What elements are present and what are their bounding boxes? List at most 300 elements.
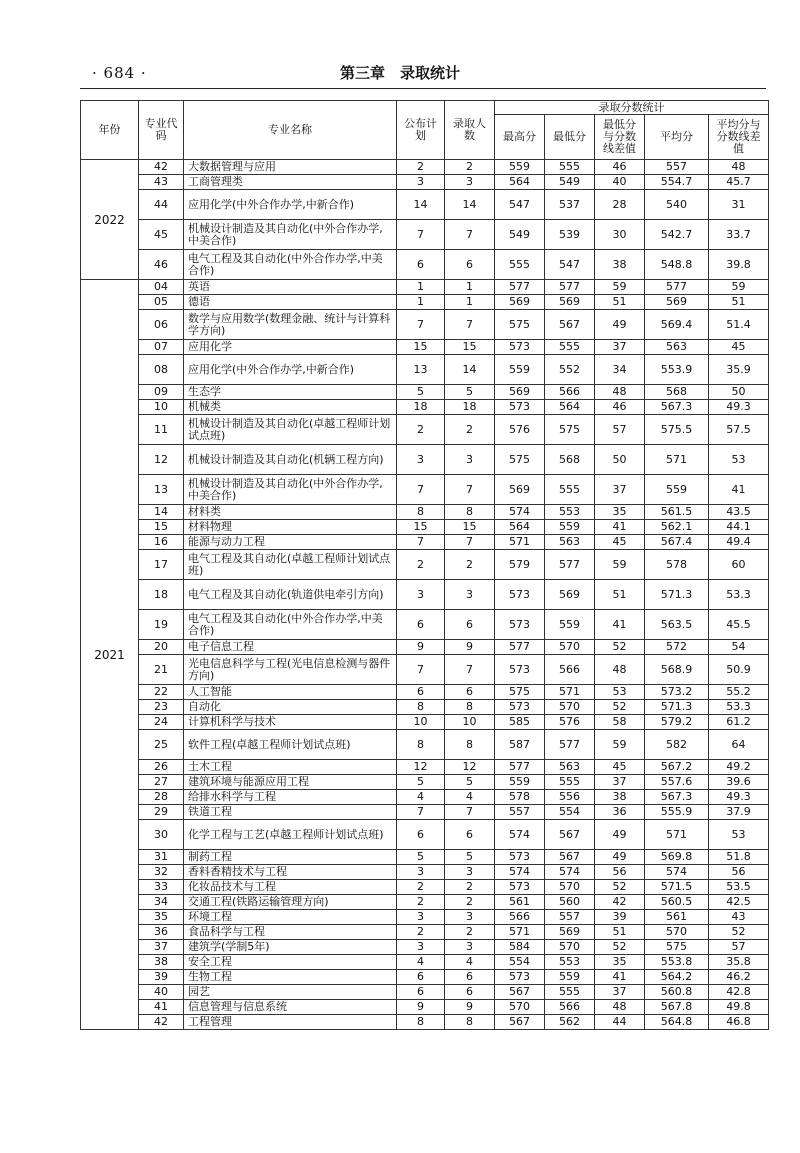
cell-min: 567 [545, 820, 595, 850]
cell-name: 香料香精技术与工程 [184, 865, 397, 880]
cell-admitted: 5 [445, 775, 495, 790]
cell-min: 559 [545, 970, 595, 985]
cell-plan: 8 [397, 730, 445, 760]
cell-avg: 554.7 [645, 175, 709, 190]
cell-min-diff: 56 [595, 865, 645, 880]
cell-max: 576 [495, 415, 545, 445]
table-row [81, 550, 769, 580]
cell-name: 人工智能 [184, 685, 397, 700]
cell-avg-diff: 53.5 [709, 880, 769, 895]
table-row [81, 310, 769, 340]
cell-name: 材料物理 [184, 520, 397, 535]
cell-name: 建筑环境与能源应用工程 [184, 775, 397, 790]
cell-max: 585 [495, 715, 545, 730]
table-row [81, 355, 769, 385]
cell-avg: 557 [645, 160, 709, 175]
cell-name: 软件工程(卓越工程师计划试点班) [184, 730, 397, 760]
cell-plan: 2 [397, 895, 445, 910]
cell-max: 557 [495, 805, 545, 820]
cell-avg: 567.8 [645, 1000, 709, 1015]
cell-avg-diff: 35.8 [709, 955, 769, 970]
cell-max: 577 [495, 280, 545, 295]
cell-max: 571 [495, 535, 545, 550]
cell-name: 食品科学与工程 [184, 925, 397, 940]
cell-min-diff: 35 [595, 505, 645, 520]
cell-min: 555 [545, 775, 595, 790]
table-row [81, 730, 769, 760]
cell-admitted: 6 [445, 820, 495, 850]
cell-max: 573 [495, 400, 545, 415]
cell-max: 577 [495, 640, 545, 655]
table-row [81, 580, 769, 610]
cell-code: 22 [139, 685, 184, 700]
cell-min: 568 [545, 445, 595, 475]
cell-avg: 578 [645, 550, 709, 580]
cell-max: 561 [495, 895, 545, 910]
cell-min: 553 [545, 955, 595, 970]
cell-avg: 561 [645, 910, 709, 925]
cell-avg-diff: 60 [709, 550, 769, 580]
cell-code: 28 [139, 790, 184, 805]
cell-max: 578 [495, 790, 545, 805]
table-row [81, 640, 769, 655]
cell-code: 24 [139, 715, 184, 730]
cell-max: 569 [495, 475, 545, 505]
table-row [81, 775, 769, 790]
cell-min: 577 [545, 280, 595, 295]
table-row [81, 895, 769, 910]
cell-avg: 572 [645, 640, 709, 655]
cell-plan: 4 [397, 955, 445, 970]
cell-plan: 15 [397, 340, 445, 355]
cell-name: 建筑学(学制5年) [184, 940, 397, 955]
cell-plan: 9 [397, 1000, 445, 1015]
cell-max: 559 [495, 355, 545, 385]
cell-avg-diff: 31 [709, 190, 769, 220]
cell-avg: 570 [645, 925, 709, 940]
cell-name: 应用化学(中外合作办学,中新合作) [184, 190, 397, 220]
cell-min-diff: 37 [595, 340, 645, 355]
cell-min: 539 [545, 220, 595, 250]
cell-admitted: 3 [445, 865, 495, 880]
table-row [81, 415, 769, 445]
table-row [81, 190, 769, 220]
cell-max: 579 [495, 550, 545, 580]
table-row [81, 610, 769, 640]
cell-min: 564 [545, 400, 595, 415]
cell-code: 39 [139, 970, 184, 985]
cell-min: 569 [545, 295, 595, 310]
cell-code: 07 [139, 340, 184, 355]
cell-plan: 2 [397, 415, 445, 445]
cell-avg-diff: 42.8 [709, 985, 769, 1000]
cell-avg-diff: 33.7 [709, 220, 769, 250]
cell-min-diff: 46 [595, 160, 645, 175]
cell-admitted: 5 [445, 850, 495, 865]
cell-plan: 7 [397, 220, 445, 250]
table-row [81, 865, 769, 880]
chapter-title: 第三章 录取统计 [339, 64, 460, 82]
cell-max: 573 [495, 700, 545, 715]
cell-plan: 7 [397, 805, 445, 820]
cell-plan: 7 [397, 475, 445, 505]
table-row [81, 340, 769, 355]
cell-max: 564 [495, 175, 545, 190]
cell-admitted: 14 [445, 355, 495, 385]
cell-min: 566 [545, 385, 595, 400]
cell-plan: 9 [397, 640, 445, 655]
cell-avg-diff: 46.8 [709, 1015, 769, 1030]
cell-avg-diff: 45.7 [709, 175, 769, 190]
cell-name: 电气工程及其自动化(中外合作办学,中美合作) [184, 250, 397, 280]
header-year: 年份 [81, 101, 139, 160]
cell-code: 34 [139, 895, 184, 910]
cell-code: 32 [139, 865, 184, 880]
cell-avg-diff: 56 [709, 865, 769, 880]
cell-min-diff: 53 [595, 685, 645, 700]
cell-code: 23 [139, 700, 184, 715]
cell-max: 566 [495, 910, 545, 925]
cell-avg: 559 [645, 475, 709, 505]
cell-max: 573 [495, 340, 545, 355]
cell-min: 547 [545, 250, 595, 280]
cell-min-diff: 42 [595, 895, 645, 910]
cell-plan: 1 [397, 280, 445, 295]
cell-code: 40 [139, 985, 184, 1000]
admission-score-table [80, 100, 769, 1030]
cell-min: 537 [545, 190, 595, 220]
cell-avg-diff: 49.4 [709, 535, 769, 550]
cell-admitted: 15 [445, 520, 495, 535]
cell-name: 交通工程(铁路运输管理方向) [184, 895, 397, 910]
cell-avg-diff: 50 [709, 385, 769, 400]
cell-admitted: 3 [445, 445, 495, 475]
cell-min: 562 [545, 1015, 595, 1030]
cell-name: 给排水科学与工程 [184, 790, 397, 805]
cell-admitted: 3 [445, 940, 495, 955]
cell-name: 电子信息工程 [184, 640, 397, 655]
cell-min: 577 [545, 550, 595, 580]
cell-code: 44 [139, 190, 184, 220]
header-avg-diff: 平均分与分数线差值 [709, 115, 769, 160]
cell-code: 25 [139, 730, 184, 760]
cell-code: 41 [139, 1000, 184, 1015]
cell-name: 材料类 [184, 505, 397, 520]
cell-avg: 563 [645, 340, 709, 355]
cell-max: 555 [495, 250, 545, 280]
cell-code: 21 [139, 655, 184, 685]
cell-admitted: 7 [445, 220, 495, 250]
cell-min-diff: 37 [595, 475, 645, 505]
table-row [81, 175, 769, 190]
cell-name: 化学工程与工艺(卓越工程师计划试点班) [184, 820, 397, 850]
table-row [81, 940, 769, 955]
cell-code: 12 [139, 445, 184, 475]
cell-plan: 6 [397, 820, 445, 850]
cell-min-diff: 30 [595, 220, 645, 250]
cell-avg: 579.2 [645, 715, 709, 730]
cell-plan: 13 [397, 355, 445, 385]
cell-avg: 567.2 [645, 760, 709, 775]
cell-min: 559 [545, 520, 595, 535]
table-row [81, 790, 769, 805]
cell-code: 18 [139, 580, 184, 610]
cell-avg-diff: 51 [709, 295, 769, 310]
cell-admitted: 6 [445, 685, 495, 700]
cell-min: 570 [545, 640, 595, 655]
cell-name: 机械设计制造及其自动化(中外合作办学,中美合作) [184, 475, 397, 505]
cell-name: 机械设计制造及其自动化(中外合作办学,中美合作) [184, 220, 397, 250]
cell-min-diff: 35 [595, 955, 645, 970]
cell-min-diff: 52 [595, 880, 645, 895]
cell-name: 机械类 [184, 400, 397, 415]
cell-name: 德语 [184, 295, 397, 310]
cell-code: 14 [139, 505, 184, 520]
cell-code: 06 [139, 310, 184, 340]
cell-name: 生态学 [184, 385, 397, 400]
cell-code: 31 [139, 850, 184, 865]
cell-avg-diff: 53.3 [709, 580, 769, 610]
cell-max: 574 [495, 820, 545, 850]
cell-max: 567 [495, 985, 545, 1000]
cell-max: 584 [495, 940, 545, 955]
cell-code: 30 [139, 820, 184, 850]
cell-max: 547 [495, 190, 545, 220]
cell-min: 575 [545, 415, 595, 445]
cell-code: 33 [139, 880, 184, 895]
cell-min-diff: 52 [595, 940, 645, 955]
cell-name: 电气工程及其自动化(轨道供电牵引方向) [184, 580, 397, 610]
table-row [81, 1015, 769, 1030]
cell-max: 573 [495, 970, 545, 985]
cell-code: 04 [139, 280, 184, 295]
cell-max: 573 [495, 880, 545, 895]
cell-min-diff: 48 [595, 1000, 645, 1015]
table-row [81, 760, 769, 775]
cell-admitted: 3 [445, 175, 495, 190]
cell-avg: 571 [645, 445, 709, 475]
cell-plan: 8 [397, 1015, 445, 1030]
cell-avg-diff: 41 [709, 475, 769, 505]
cell-avg-diff: 57.5 [709, 415, 769, 445]
cell-avg-diff: 43.5 [709, 505, 769, 520]
table-row [81, 535, 769, 550]
cell-avg: 562.1 [645, 520, 709, 535]
cell-min: 549 [545, 175, 595, 190]
cell-max: 559 [495, 775, 545, 790]
table-row [81, 385, 769, 400]
cell-name: 制药工程 [184, 850, 397, 865]
cell-min-diff: 45 [595, 535, 645, 550]
cell-name: 工商管理类 [184, 175, 397, 190]
cell-avg: 575 [645, 940, 709, 955]
header-admitted: 录取人数 [445, 101, 495, 160]
cell-code: 08 [139, 355, 184, 385]
cell-avg-diff: 37.9 [709, 805, 769, 820]
cell-code: 37 [139, 940, 184, 955]
cell-name: 化妆品技术与工程 [184, 880, 397, 895]
cell-plan: 3 [397, 580, 445, 610]
cell-min-diff: 52 [595, 700, 645, 715]
cell-plan: 3 [397, 910, 445, 925]
cell-code: 36 [139, 925, 184, 940]
header-score-group: 录取分数统计 [495, 101, 769, 115]
cell-plan: 5 [397, 775, 445, 790]
cell-avg-diff: 49.2 [709, 760, 769, 775]
table-row [81, 655, 769, 685]
cell-code: 19 [139, 610, 184, 640]
cell-admitted: 5 [445, 385, 495, 400]
cell-avg-diff: 50.9 [709, 655, 769, 685]
cell-admitted: 10 [445, 715, 495, 730]
page-number: · 684 · [92, 64, 147, 82]
cell-name: 工程管理 [184, 1015, 397, 1030]
cell-max: 587 [495, 730, 545, 760]
cell-avg: 560.5 [645, 895, 709, 910]
cell-avg: 553.8 [645, 955, 709, 970]
cell-admitted: 8 [445, 700, 495, 715]
header-code: 专业代码 [139, 101, 184, 160]
table-row [81, 250, 769, 280]
cell-admitted: 18 [445, 400, 495, 415]
cell-min: 567 [545, 850, 595, 865]
cell-min-diff: 37 [595, 775, 645, 790]
cell-min: 563 [545, 760, 595, 775]
cell-plan: 3 [397, 940, 445, 955]
table-row [81, 160, 769, 175]
cell-avg-diff: 39.8 [709, 250, 769, 280]
cell-avg-diff: 49.8 [709, 1000, 769, 1015]
cell-code: 17 [139, 550, 184, 580]
cell-avg: 568 [645, 385, 709, 400]
cell-name: 环境工程 [184, 910, 397, 925]
header-min-diff: 最低分与分数线差值 [595, 115, 645, 160]
cell-code: 43 [139, 175, 184, 190]
cell-plan: 8 [397, 700, 445, 715]
table-row [81, 820, 769, 850]
table-row [81, 400, 769, 415]
cell-min-diff: 39 [595, 910, 645, 925]
cell-admitted: 3 [445, 910, 495, 925]
table-row [81, 880, 769, 895]
cell-admitted: 15 [445, 340, 495, 355]
table-row [81, 280, 769, 295]
cell-min-diff: 45 [595, 760, 645, 775]
cell-avg: 540 [645, 190, 709, 220]
cell-max: 575 [495, 310, 545, 340]
cell-avg: 571 [645, 820, 709, 850]
cell-admitted: 7 [445, 655, 495, 685]
cell-code: 20 [139, 640, 184, 655]
cell-min: 556 [545, 790, 595, 805]
cell-avg: 561.5 [645, 505, 709, 520]
cell-admitted: 8 [445, 505, 495, 520]
cell-plan: 6 [397, 250, 445, 280]
cell-name: 应用化学 [184, 340, 397, 355]
cell-max: 549 [495, 220, 545, 250]
cell-min: 576 [545, 715, 595, 730]
cell-min-diff: 52 [595, 640, 645, 655]
cell-name: 计算机科学与技术 [184, 715, 397, 730]
cell-min: 553 [545, 505, 595, 520]
table-row [81, 985, 769, 1000]
cell-plan: 3 [397, 865, 445, 880]
cell-code: 46 [139, 250, 184, 280]
cell-plan: 2 [397, 880, 445, 895]
table-row [81, 805, 769, 820]
cell-admitted: 2 [445, 925, 495, 940]
cell-name: 机械设计制造及其自动化(机辆工程方向) [184, 445, 397, 475]
cell-plan: 2 [397, 160, 445, 175]
cell-max: 554 [495, 955, 545, 970]
cell-min-diff: 37 [595, 985, 645, 1000]
cell-avg-diff: 53.3 [709, 700, 769, 715]
table-row [81, 700, 769, 715]
cell-code: 09 [139, 385, 184, 400]
cell-min: 566 [545, 1000, 595, 1015]
cell-avg: 564.8 [645, 1015, 709, 1030]
year-cell: 2022 [81, 160, 139, 280]
header-min-score: 最低分 [545, 115, 595, 160]
cell-avg-diff: 43 [709, 910, 769, 925]
cell-min: 571 [545, 685, 595, 700]
cell-admitted: 2 [445, 415, 495, 445]
cell-name: 应用化学(中外合作办学,中新合作) [184, 355, 397, 385]
cell-avg-diff: 52 [709, 925, 769, 940]
cell-code: 45 [139, 220, 184, 250]
cell-admitted: 1 [445, 295, 495, 310]
cell-min-diff: 58 [595, 715, 645, 730]
cell-avg: 563.5 [645, 610, 709, 640]
cell-name: 安全工程 [184, 955, 397, 970]
cell-avg: 575.5 [645, 415, 709, 445]
cell-avg: 557.6 [645, 775, 709, 790]
cell-avg-diff: 49.3 [709, 790, 769, 805]
table-row [81, 1000, 769, 1015]
cell-name: 电气工程及其自动化(中外合作办学,中美合作) [184, 610, 397, 640]
cell-name: 英语 [184, 280, 397, 295]
year-cell: 2021 [81, 280, 139, 1030]
table-row [81, 505, 769, 520]
cell-min-diff: 51 [595, 580, 645, 610]
cell-plan: 7 [397, 535, 445, 550]
cell-admitted: 8 [445, 1015, 495, 1030]
cell-avg-diff: 39.6 [709, 775, 769, 790]
cell-plan: 14 [397, 190, 445, 220]
table-row [81, 475, 769, 505]
cell-plan: 6 [397, 985, 445, 1000]
cell-max: 573 [495, 850, 545, 865]
cell-avg-diff: 61.2 [709, 715, 769, 730]
cell-admitted: 2 [445, 550, 495, 580]
cell-code: 16 [139, 535, 184, 550]
cell-admitted: 12 [445, 760, 495, 775]
cell-min-diff: 48 [595, 385, 645, 400]
cell-code: 15 [139, 520, 184, 535]
cell-max: 575 [495, 685, 545, 700]
cell-avg-diff: 55.2 [709, 685, 769, 700]
cell-min: 555 [545, 160, 595, 175]
cell-max: 559 [495, 160, 545, 175]
cell-code: 10 [139, 400, 184, 415]
cell-avg: 553.9 [645, 355, 709, 385]
cell-min-diff: 57 [595, 415, 645, 445]
cell-plan: 10 [397, 715, 445, 730]
cell-name: 能源与动力工程 [184, 535, 397, 550]
cell-avg-diff: 35.9 [709, 355, 769, 385]
header-avg-score: 平均分 [645, 115, 709, 160]
cell-min-diff: 41 [595, 520, 645, 535]
